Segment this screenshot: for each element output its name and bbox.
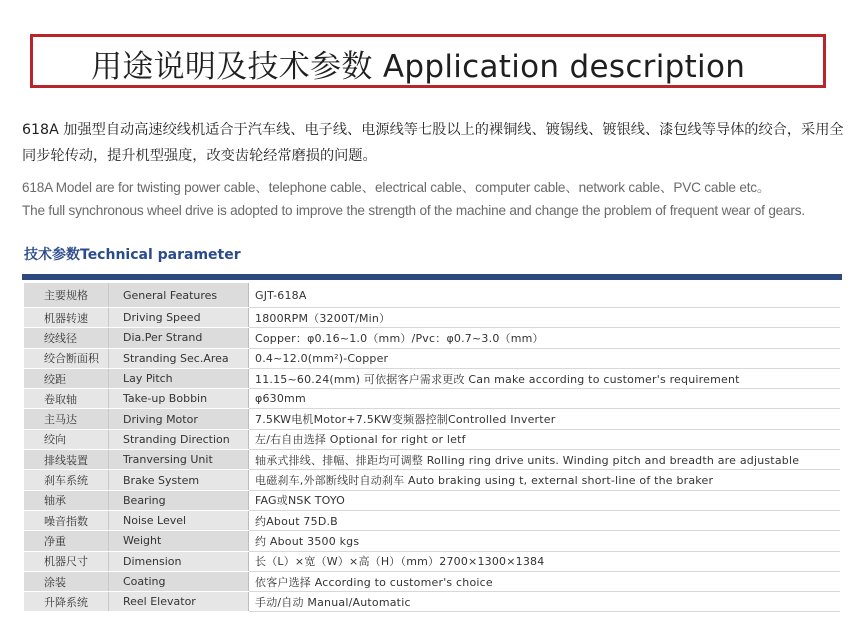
spec-label-en: Coating <box>109 571 249 591</box>
spec-label-cn: 刹车系统 <box>24 470 109 490</box>
table-row <box>24 490 840 510</box>
description-chinese: 618A 加强型自动高速绞线机适合于汽车线、电子线、电源线等七股以上的裸铜线、镀锡线、镀银线、漆包线等导体的绞合，采用全同步轮传动，提升机型强度，改变齿轮经常磨损的问题。 <box>22 122 844 164</box>
description-english <box>22 176 852 222</box>
spec-label-cn: 绞距 <box>24 368 109 388</box>
spec-label-cn: 轴承 <box>24 490 109 510</box>
spec-label-cn: 噪音指数 <box>24 510 109 530</box>
title-banner <box>30 34 826 88</box>
table-row <box>24 368 840 388</box>
table-row <box>24 592 840 612</box>
table-row <box>24 389 840 409</box>
spec-value: 约About 75D.B <box>249 510 841 530</box>
spec-label-cn: 机器尺寸 <box>24 551 109 571</box>
spec-label-en: Bearing <box>109 490 249 510</box>
spec-label-cn: 净重 <box>24 531 109 551</box>
spec-value: GJT-618A <box>249 283 841 308</box>
section-title: 技术参数Technical parameter <box>24 247 241 263</box>
table-row <box>24 429 840 449</box>
spec-label-cn: 排线装置 <box>24 450 109 470</box>
spec-value: 0.4~12.0(mm²)-Copper <box>249 348 841 368</box>
table-row <box>24 571 840 591</box>
spec-label-en: Noise Level <box>109 510 249 530</box>
spec-label-en: Brake System <box>109 470 249 490</box>
spec-label-en: Reel Elevator <box>109 592 249 612</box>
spec-label-cn: 机器转速 <box>24 308 109 328</box>
spec-label-en: Weight <box>109 531 249 551</box>
description-english-line-2: The full synchronous wheel drive is adopted to improve the strength of the machine and change the problem of frequent wear of gears. <box>22 203 805 218</box>
spec-label-en: Lay Pitch <box>109 368 249 388</box>
table-row <box>24 409 840 429</box>
spec-label-cn: 主马达 <box>24 409 109 429</box>
table-row <box>24 348 840 368</box>
table-row <box>24 450 840 470</box>
spec-label-en: Take-up Bobbin <box>109 389 249 409</box>
description-english-line-1: 618A Model are for twisting power cable、telephone cable、electrical cable、computer cable、network cable、PVC cable etc。 <box>22 180 771 195</box>
table-row <box>24 531 840 551</box>
spec-value: Copper：φ0.16~1.0（mm）/Pvc：φ0.7~3.0（mm） <box>249 328 841 348</box>
spec-value: 7.5KW电机Motor+7.5KW变频器控制Controlled Inverter <box>249 409 841 429</box>
table-row <box>24 470 840 490</box>
spec-value: φ630mm <box>249 389 841 409</box>
spec-value: 1800RPM（3200T/Min） <box>249 308 841 328</box>
spec-label-cn: 绞线径 <box>24 328 109 348</box>
spec-value: 左/右自由选择 Optional for right or letf <box>249 429 841 449</box>
spec-value: 手动/自动 Manual/Automatic <box>249 592 841 612</box>
spec-label-en: Dia.Per Strand <box>109 328 249 348</box>
spec-label-en: Dimension <box>109 551 249 571</box>
spec-label-cn: 涂装 <box>24 571 109 591</box>
spec-label-en: Stranding Direction <box>109 429 249 449</box>
spec-value: FAG或NSK TOYO <box>249 490 841 510</box>
table-row <box>24 283 840 308</box>
page-title: 用途说明及技术参数 Application description <box>91 49 746 85</box>
spec-value: 轴承式排线、排幅、排距均可调整 Rolling ring drive units. Winding pitch and breadth are adjustable <box>249 450 841 470</box>
table-row <box>24 328 840 348</box>
spec-label-cn: 绞合断面积 <box>24 348 109 368</box>
table-row <box>24 308 840 328</box>
spec-label-en: Driving Motor <box>109 409 249 429</box>
spec-label-en: Tranversing Unit <box>109 450 249 470</box>
spec-value: 长（L）×宽（W）×高（H）（mm）2700×1300×1384 <box>249 551 841 571</box>
spec-table <box>24 283 840 612</box>
spec-value: 依客户选择 According to customer's choice <box>249 571 841 591</box>
spec-label-en: Driving Speed <box>109 308 249 328</box>
spec-value: 11.15~60.24(mm) 可依据客户需求更改 Can make according to customer's requirement <box>249 368 841 388</box>
spec-label-cn: 主要规格 <box>24 283 109 308</box>
spec-label-en: Stranding Sec.Area <box>109 348 249 368</box>
table-row <box>24 551 840 571</box>
section-divider <box>22 274 842 280</box>
spec-label-cn: 绞向 <box>24 429 109 449</box>
spec-label-cn: 升降系统 <box>24 592 109 612</box>
spec-label-cn: 卷取轴 <box>24 389 109 409</box>
spec-value: 约 About 3500 kgs <box>249 531 841 551</box>
table-row <box>24 510 840 530</box>
spec-label-en: General Features <box>109 283 249 308</box>
spec-value: 电磁刹车,外部断线时自动刹车 Auto braking using t, external short-line of the braker <box>249 470 841 490</box>
